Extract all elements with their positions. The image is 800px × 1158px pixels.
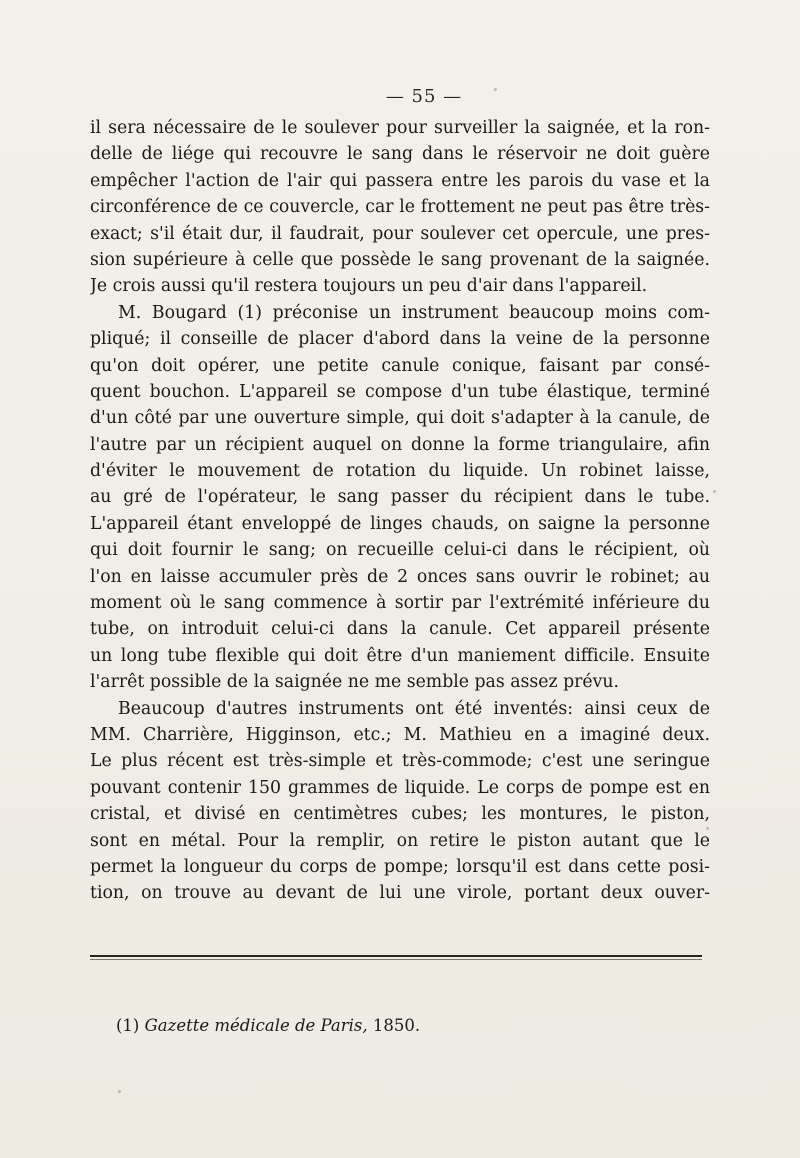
text-line: circonférence de ce couvercle, car le frottement ne peut pas être très- [90, 197, 710, 218]
text-line: cristal, et divisé en centimètres cubes; les montures, le piston, [90, 804, 710, 825]
text-line: empêcher l'action de l'air qui passera entre les parois du vase et la [90, 170, 710, 191]
text-line: d'un côté par une ouverture simple, qui doit s'adapter à la canule, de [90, 408, 710, 429]
paper-speck [118, 1090, 121, 1093]
text-line: L'appareil étant enveloppé de linges chauds, on saigne la personne [90, 513, 710, 534]
paper-speck [713, 490, 716, 493]
paper-speck [706, 827, 709, 830]
text-line: sont en métal. Pour la remplir, on retire le piston autant que le [90, 830, 710, 851]
text-line: Beaucoup d'autres instruments ont été inventés: ainsi ceux de [118, 698, 710, 719]
text-line: MM. Charrière, Higginson, etc.; M. Mathieu en a imaginé deux. [90, 724, 710, 745]
text-line: sion supérieure à celle que possède le sang provenant de la saignée. [90, 249, 710, 270]
text-line: delle de liége qui recouvre le sang dans le réservoir ne doit guère [90, 144, 710, 165]
footnote-divider-thin [90, 959, 702, 960]
page-number: — 55 — [385, 86, 463, 107]
footnote-marker: (1) [116, 1016, 140, 1035]
text-line: l'autre par un récipient auquel on donne la forme triangulaire, afin [90, 434, 710, 455]
text-line: l'arrêt possible de la saignée ne me semble pas assez prévu. [90, 672, 620, 693]
footnote-source: Gazette médicale de Paris, [144, 1016, 368, 1035]
text-line: tube, on introduit celui-ci dans la canule. Cet appareil présente [90, 619, 710, 640]
text-line: qu'on doit opérer, une petite canule conique, faisant par consé- [90, 355, 710, 376]
body-text [90, 115, 710, 907]
text-line: qui doit fournir le sang; on recueille celui-ci dans le récipient, où [90, 540, 710, 561]
footnote [116, 1016, 420, 1035]
text-line: Le plus récent est très-simple et très-commode; c'est une seringue [90, 751, 710, 772]
footnote-divider [90, 955, 702, 957]
text-line: un long tube flexible qui doit être d'un maniement difficile. Ensuite [90, 645, 710, 666]
text-line: d'éviter le mouvement de rotation du liquide. Un robinet laisse, [90, 461, 710, 482]
text-line: tion, on trouve au devant de lui une virole, portant deux ouver- [90, 883, 710, 904]
text-line: moment où le sang commence à sortir par l'extrémité inférieure du [90, 593, 710, 614]
text-line: il sera nécessaire de le soulever pour surveiller la saignée, et la ron- [90, 118, 710, 138]
text-line: quent bouchon. L'appareil se compose d'un tube élastique, terminé [90, 381, 710, 402]
text-line: l'on en laisse accumuler près de 2 onces sans ouvrir le robinet; au [90, 566, 710, 587]
footnote-year: 1850. [372, 1016, 421, 1035]
text-line: pouvant contenir 150 grammes de liquide. Le corps de pompe est en [90, 777, 710, 798]
text-line: exact; s'il était dur, il faudrait, pour soulever cet opercule, une pres- [90, 223, 710, 244]
text-line: Je crois aussi qu'il restera toujours un peu d'air dans l'appareil. [90, 276, 648, 297]
text-line: au gré de l'opérateur, le sang passer du récipient dans le tube. [90, 487, 710, 508]
text-line: pliqué; il conseille de placer d'abord dans la veine de la personne [90, 329, 710, 350]
text-line: permet la longueur du corps de pompe; lorsqu'il est dans cette posi- [90, 856, 710, 877]
paper-speck [494, 88, 497, 91]
text-line: M. Bougard (1) préconise un instrument beaucoup moins com- [118, 302, 710, 323]
